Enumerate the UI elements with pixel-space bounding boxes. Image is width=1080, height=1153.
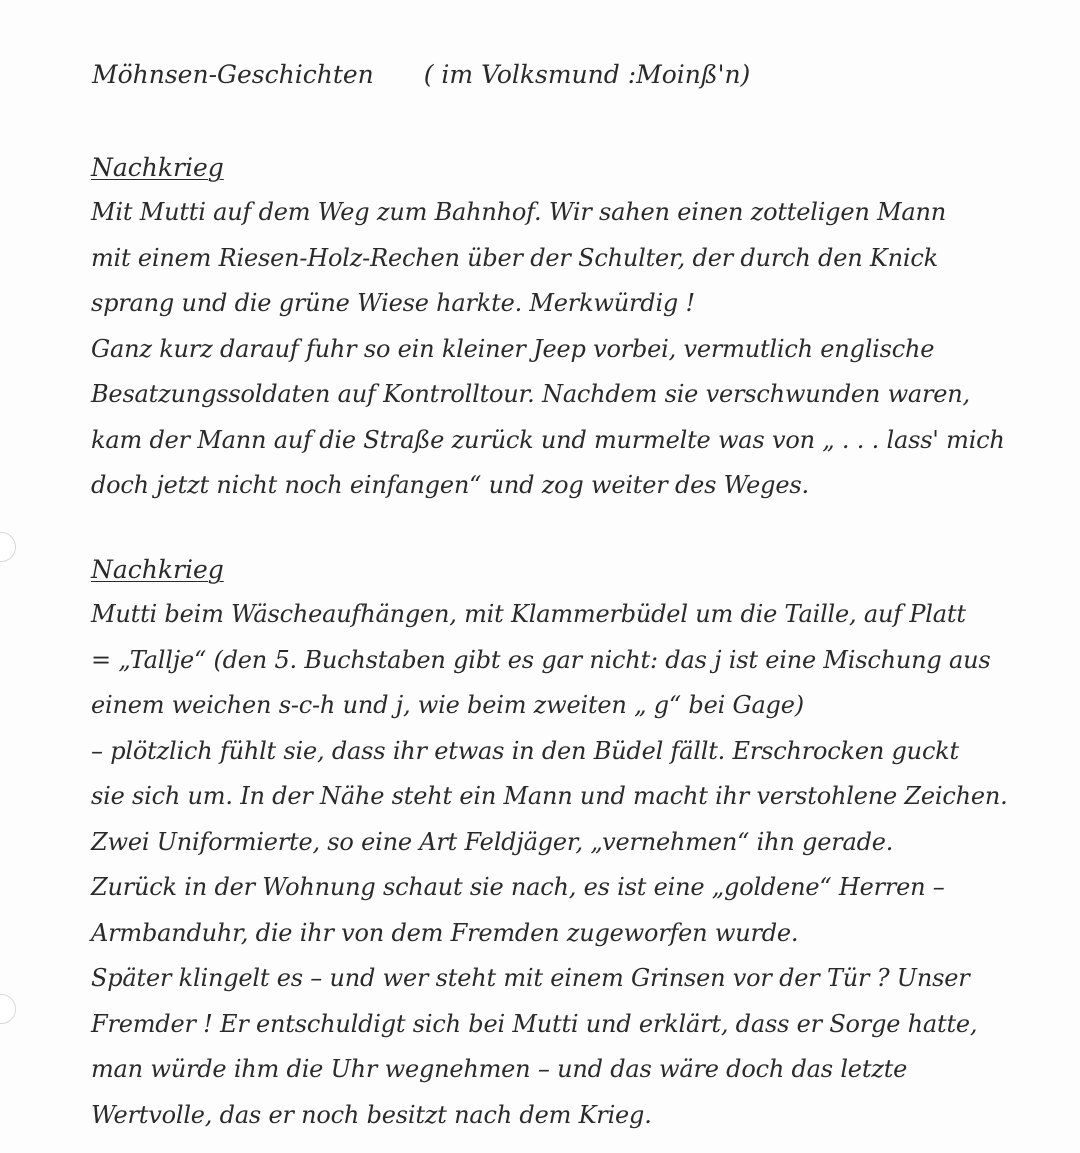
section-heading: Nachkrieg: [91, 153, 224, 182]
section-heading: Nachkrieg: [91, 555, 224, 584]
text-line: Später klingelt es – und wer steht mit einem Grinsen vor der Tür ? Unser: [91, 964, 970, 992]
document-title: Möhnsen-Geschichten: [92, 60, 374, 89]
text-line: sie sich um. In der Nähe steht ein Mann und macht ihr verstohlene Zeichen.: [91, 782, 1008, 810]
text-line: kam der Mann auf die Straße zurück und murmelte was von „ . . . lass' mich: [91, 425, 1005, 454]
story-section-2: [91, 552, 1041, 1138]
text-line: Zurück in der Wohnung schaut sie nach, es ist eine „goldene“ Herren –: [91, 873, 945, 901]
punch-hole: [0, 532, 16, 562]
text-line: doch jetzt nicht noch einfangen“ und zog weiter des Weges.: [91, 471, 809, 499]
text-line: Zwei Uniformierte, so eine Art Feldjäger, „vernehmen“ ihn gerade.: [91, 827, 894, 856]
text-line: man würde ihm die Uhr wegnehmen – und das wäre doch das letzte: [91, 1055, 908, 1083]
text-line: Mit Mutti auf dem Weg zum Bahnhof. Wir sahen einen zotteligen Mann: [91, 198, 947, 226]
text-line: mit einem Riesen-Holz-Rechen über der Schulter, der durch den Knick: [91, 243, 938, 272]
text-line: sprang und die grüne Wiese harkte. Merkwürdig !: [91, 289, 695, 317]
document-header: [92, 58, 750, 92]
text-line: Besatzungssoldaten auf Kontrolltour. Nachdem sie verschwunden waren,: [91, 380, 970, 408]
text-line: einem weichen s-c-h und j, wie beim zweiten „ g“ bei Gage): [91, 691, 804, 719]
punch-hole: [0, 994, 16, 1024]
text-line: – plötzlich fühlt sie, dass ihr etwas in den Büdel fällt. Erschrocken guckt: [91, 736, 959, 765]
text-line: Ganz kurz darauf fuhr so ein kleiner Jeep vorbei, vermutlich englische: [91, 334, 935, 363]
text-line: Armbanduhr, die ihr von dem Fremden zugeworfen wurde.: [91, 918, 799, 947]
text-line: Mutti beim Wäscheaufhängen, mit Klammerbüdel um die Taille, auf Platt: [91, 600, 966, 628]
text-line: Fremder ! Er entschuldigt sich bei Mutti und erklärt, dass er Sorge hatte,: [91, 1009, 978, 1038]
text-line: Wertvolle, das er noch besitzt nach dem Krieg.: [91, 1100, 652, 1129]
document-subtitle: ( im Volksmund :Moinß'n): [423, 60, 751, 89]
text-line: = „Tallje“ (den 5. Buchstaben gibt es gar nicht: das j ist eine Mischung aus: [91, 645, 991, 674]
story-section-1: [91, 150, 1041, 509]
